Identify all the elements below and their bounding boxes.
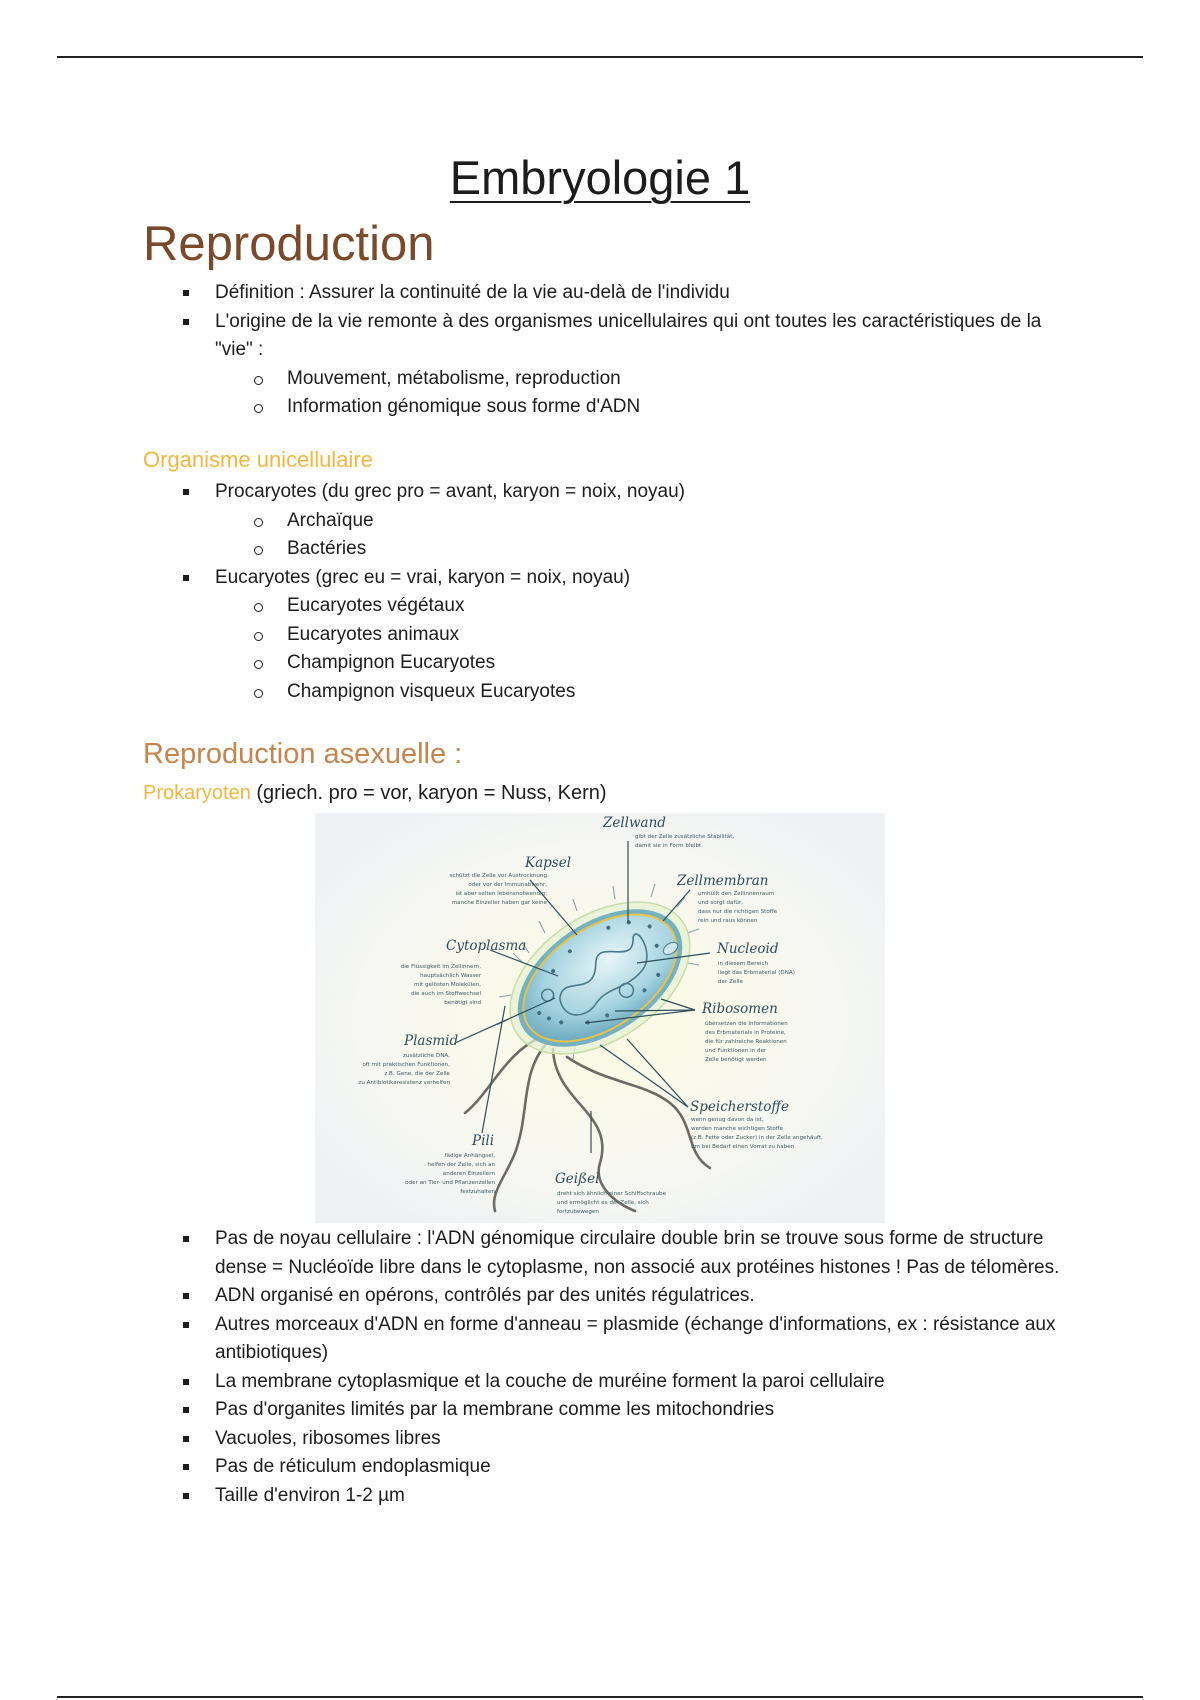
list-item: Taille d'environ 1-2 µm xyxy=(180,1482,1080,1511)
sub-list-item: Champignon Eucaryotes xyxy=(215,649,1080,678)
svg-text:(z.B. Fette oder Zucker) in de: (z.B. Fette oder Zucker) in der Zelle angehäuft, xyxy=(691,1135,823,1141)
footer-rule xyxy=(57,1696,1143,1698)
svg-text:Zelle benötigt werden: Zelle benötigt werden xyxy=(705,1057,767,1063)
svg-text:schützt die Zelle vor Austrock: schützt die Zelle vor Austrocknung xyxy=(449,873,547,879)
sub-list-item: Champignon visqueux Eucaryotes xyxy=(215,678,1080,707)
svg-text:benötigt sind: benötigt sind xyxy=(444,1000,481,1006)
label-ribosomen: Ribosomen xyxy=(702,1001,778,1017)
list-item: Autres morceaux d'ADN en forme d'anneau = plasmide (échange d'informations, ex : résistance aux antibiotiques) xyxy=(180,1311,1080,1368)
list-item: La membrane cytoplasmique et la couche de muréine forment la paroi cellulaire xyxy=(180,1368,1080,1397)
svg-text:anderen Einzellern: anderen Einzellern xyxy=(442,1171,495,1177)
list-item: Pas d'organites limités par la membrane comme les mitochondries xyxy=(180,1396,1080,1425)
svg-text:dass nur die richtigen Stoffe: dass nur die richtigen Stoffe xyxy=(698,909,778,915)
svg-text:und ermöglicht es der Zelle, s: und ermöglicht es der Zelle, sich xyxy=(557,1200,649,1206)
svg-text:oder vor der Immunabwehr,: oder vor der Immunabwehr, xyxy=(468,882,547,888)
svg-text:fädige Anhängsel,: fädige Anhängsel, xyxy=(444,1153,495,1159)
list-item: ADN organisé en opérons, contrôlés par des unités régulatrices. xyxy=(180,1282,1080,1311)
sub-list-item: Bactéries xyxy=(215,535,1080,564)
label-pili: Pili xyxy=(472,1133,495,1149)
prokaryote-features-list xyxy=(180,1225,1080,1510)
document-title: Embryologie 1 xyxy=(449,151,751,204)
label-nucleoid: Nucleoid xyxy=(717,941,779,957)
svg-text:festzuhalten: festzuhalten xyxy=(460,1189,495,1195)
sub-list-item: Information génomique sous forme d'ADN xyxy=(215,393,1080,422)
label-zellmembran: Zellmembran xyxy=(677,873,769,889)
svg-text:der Zelle: der Zelle xyxy=(718,979,743,985)
svg-text:gibt der Zelle zusätzliche Sta: gibt der Zelle zusätzliche Stabilität, xyxy=(635,834,735,840)
svg-text:liegt das Erbmaterial (DNA): liegt das Erbmaterial (DNA) xyxy=(718,970,795,976)
label-cytoplasma: Cytoplasma xyxy=(446,938,527,954)
list-item: Vacuoles, ribosomes libres xyxy=(180,1425,1080,1454)
reproduction-list xyxy=(180,279,1080,422)
svg-text:umhüllt den Zellinnenraum: umhüllt den Zellinnenraum xyxy=(698,891,775,897)
unicellular-heading: Organisme unicellulaire xyxy=(143,447,373,472)
sub-list xyxy=(215,507,1080,564)
sub-list-item: Mouvement, métabolisme, reproduction xyxy=(215,365,1080,394)
svg-text:oder an Tier- und Pflanzenzell: oder an Tier- und Pflanzenzellen xyxy=(405,1180,495,1186)
svg-text:damit sie in Form bleibt: damit sie in Form bleibt xyxy=(635,843,702,849)
svg-text:und sorgt dafür,: und sorgt dafür, xyxy=(698,900,744,906)
svg-text:um bei Bedarf einen Vorrat zu: um bei Bedarf einen Vorrat zu haben xyxy=(691,1144,795,1150)
svg-text:z.B. Gene, die der Zelle: z.B. Gene, die der Zelle xyxy=(384,1071,450,1077)
sub-list xyxy=(215,592,1080,706)
label-speicherstoffe: Speicherstoffe xyxy=(690,1099,789,1115)
svg-text:die auch im Stoffwechsel: die auch im Stoffwechsel xyxy=(410,991,481,997)
label-kapsel: Kapsel xyxy=(525,855,572,871)
svg-text:zu Antibiotikaresistenz verhel: zu Antibiotikaresistenz verhelfen xyxy=(358,1080,450,1086)
header-rule xyxy=(57,56,1143,58)
svg-text:helfen der Zelle, sich an: helfen der Zelle, sich an xyxy=(427,1162,495,1168)
prokaryote-cell-diagram xyxy=(315,813,885,1223)
list-item: L'origine de la vie remonte à des organismes unicellulaires qui ont toutes les caractéristiques de la "vie" : Mouvement, métabolisme, reproduction Information génomique sous forme d'ADN xyxy=(180,308,1080,422)
svg-text:ist aber selten lebensnotwendi: ist aber selten lebensnotwendig; xyxy=(455,891,547,897)
prokaryote-word: Prokaryoten xyxy=(143,782,251,804)
prokaryote-line xyxy=(143,782,607,805)
prokaryote-etymology: (griech. pro = vor, karyon = Nuss, Kern) xyxy=(250,782,607,804)
svg-text:fortzubewegen: fortzubewegen xyxy=(557,1209,599,1215)
sub-list-item: Eucaryotes animaux xyxy=(215,621,1080,650)
sub-list-item: Archaïque xyxy=(215,507,1080,536)
svg-text:manche Einzeller haben gar kei: manche Einzeller haben gar keine xyxy=(451,900,547,906)
asexual-heading: Reproduction asexuelle : xyxy=(143,738,463,770)
sub-list-item: Eucaryotes végétaux xyxy=(215,592,1080,621)
svg-text:die Flüssigkeit im Zellinnern,: die Flüssigkeit im Zellinnern, xyxy=(400,964,481,970)
svg-text:hauptsächlich Wasser: hauptsächlich Wasser xyxy=(420,973,481,979)
label-geissel: Geißel xyxy=(555,1171,600,1187)
list-item: Pas de noyau cellulaire : l'ADN génomique circulaire double brin se trouve sous forme de structure dense = Nucléoïde libre dans le cytoplasme, non associé aux protéines histones ! Pas de télomères. xyxy=(180,1225,1080,1282)
svg-text:mit gelösten Molekülen,: mit gelösten Molekülen, xyxy=(414,982,481,988)
list-item: Eucaryotes (grec eu = vrai, karyon = noix, noyau) Eucaryotes végétaux Eucaryotes animaux Champignon Eucaryotes Champignon visqueux Eucaryotes xyxy=(180,564,1080,707)
label-plasmid: Plasmid xyxy=(404,1033,459,1049)
svg-text:und Funktionen in der: und Funktionen in der xyxy=(705,1048,767,1054)
unicellular-list xyxy=(180,478,1080,706)
svg-text:oft mit praktischen Funktionen: oft mit praktischen Funktionen, xyxy=(362,1062,450,1068)
reproduction-heading: Reproduction xyxy=(143,217,435,271)
svg-text:übersetzen die Informationen: übersetzen die Informationen xyxy=(705,1021,788,1027)
svg-text:rein und raus können: rein und raus können xyxy=(698,918,758,924)
sub-list xyxy=(215,365,1080,422)
svg-text:die für zahlreiche Reaktionen: die für zahlreiche Reaktionen xyxy=(705,1039,787,1045)
svg-text:werden manche wichtigen Stoffe: werden manche wichtigen Stoffe xyxy=(691,1126,784,1132)
svg-text:des Erbmaterials in Proteine,: des Erbmaterials in Proteine, xyxy=(705,1030,786,1036)
svg-text:in diesem Bereich: in diesem Bereich xyxy=(718,961,769,967)
list-item: Pas de réticulum endoplasmique xyxy=(180,1453,1080,1482)
svg-text:wenn genug davon da ist,: wenn genug davon da ist, xyxy=(691,1117,764,1123)
svg-text:zusätzliche DNA,: zusätzliche DNA, xyxy=(403,1053,450,1059)
list-item: Procaryotes (du grec pro = avant, karyon = noix, noyau) Archaïque Bactéries xyxy=(180,478,1080,564)
svg-text:dreht sich ähnlich einer Schif: dreht sich ähnlich einer Schiffschraube xyxy=(557,1191,667,1197)
label-zellwand: Zellwand xyxy=(603,815,666,831)
list-item: Définition : Assurer la continuité de la vie au-delà de l'individu xyxy=(180,279,1080,308)
